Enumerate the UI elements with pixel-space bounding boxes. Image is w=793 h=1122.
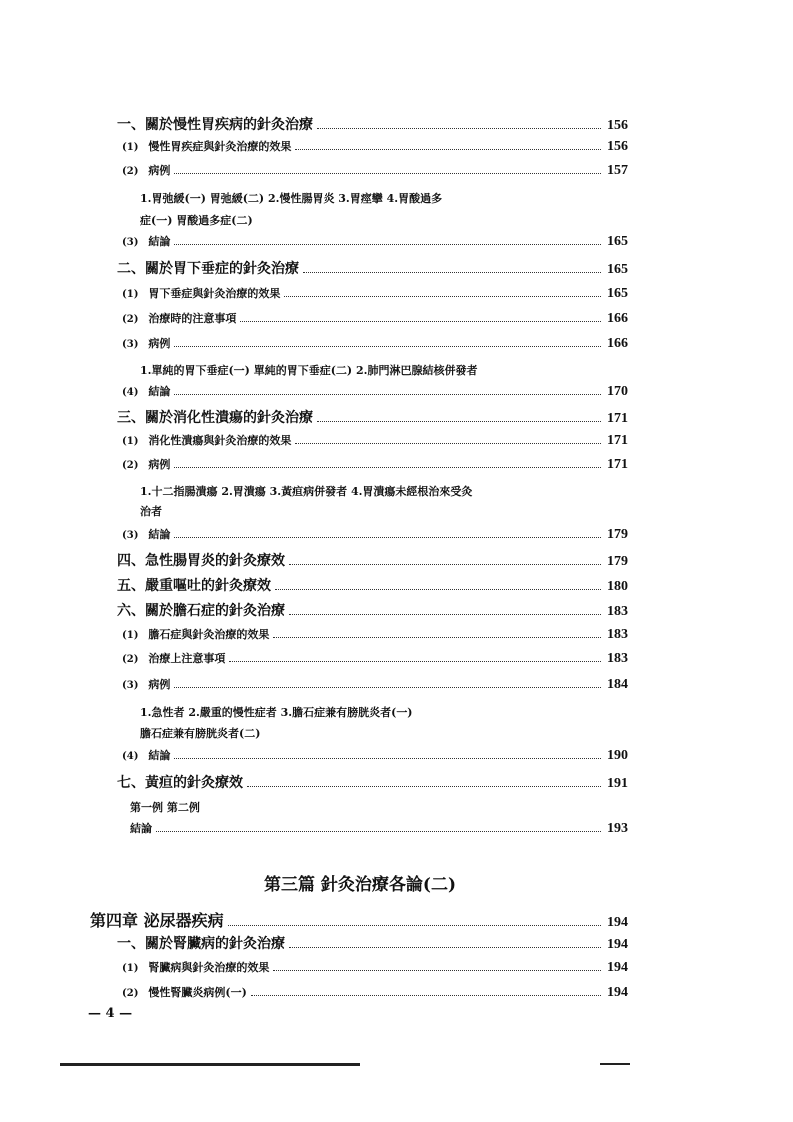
dot-leader (273, 637, 601, 638)
toc-entry[interactable] (122, 233, 628, 250)
entry-title: 膽石症與針灸治療的效果 (148, 628, 270, 641)
scan-artifact (60, 1063, 360, 1066)
dot-leader (174, 394, 601, 395)
dot-leader (295, 443, 601, 444)
entry-title: 治療時的注意事項 (148, 312, 237, 325)
entry-page: 180 (607, 579, 628, 594)
entry-title: 三、關於消化性潰瘍的針灸治療 (117, 410, 313, 426)
toc-entry[interactable] (122, 650, 628, 667)
toc-case-list: 1.十二指腸潰瘍 2.胃潰瘍 3.黃疸病併發者 4.胃潰瘍未經根治來受灸 (140, 485, 473, 498)
dot-leader (317, 421, 601, 422)
dot-leader (174, 346, 601, 347)
dot-leader (295, 149, 601, 150)
dot-leader (289, 564, 601, 565)
toc-entry[interactable] (122, 456, 628, 473)
entry-title: 病例 (148, 678, 171, 691)
entry-title: 一、關於腎臟病的針灸治療 (117, 936, 285, 952)
toc-entry[interactable] (117, 407, 628, 427)
dot-leader (156, 831, 601, 832)
toc-entry[interactable] (122, 676, 628, 693)
entry-number: (4) (122, 387, 139, 398)
entry-page: 194 (607, 985, 628, 1000)
entry-number: (3) (122, 680, 139, 691)
dot-leader (317, 128, 601, 129)
entry-title: 腎臟病與針灸治療的效果 (148, 961, 270, 974)
toc-entry[interactable] (122, 747, 628, 764)
entry-title: 六、關於膽石症的針灸治療 (117, 603, 285, 619)
entry-page: 156 (607, 139, 628, 154)
entry-page: 191 (607, 776, 628, 791)
entry-number: (2) (122, 988, 139, 999)
dot-leader (174, 687, 601, 688)
dot-leader (174, 537, 601, 538)
entry-page: 179 (607, 554, 628, 569)
entry-number: (3) (122, 237, 139, 248)
entry-page: 171 (607, 457, 628, 472)
entry-title: 結論 (148, 235, 171, 248)
entry-number: (1) (122, 963, 139, 974)
toc-entry[interactable] (117, 575, 628, 595)
dot-leader (284, 296, 601, 297)
dot-leader (174, 173, 601, 174)
toc-entry[interactable] (122, 335, 628, 352)
entry-page: 179 (607, 527, 628, 542)
entry-page: 171 (607, 433, 628, 448)
entry-number: (1) (122, 289, 139, 300)
dot-leader (174, 758, 601, 759)
dot-leader (247, 786, 601, 787)
entry-title: 治療上注意事項 (148, 652, 226, 665)
entry-page: 166 (607, 336, 628, 351)
entry-page: 170 (607, 384, 628, 399)
entry-page: 190 (607, 748, 628, 763)
dot-leader (289, 947, 601, 948)
entry-number: (2) (122, 314, 139, 325)
toc-entry[interactable] (122, 285, 628, 302)
toc-entry[interactable] (117, 550, 628, 570)
entry-page: 194 (607, 960, 628, 975)
entry-number: (4) (122, 751, 139, 762)
toc-case-list: 症(一) 胃酸過多症(二) (140, 214, 253, 227)
entry-title: 一、關於慢性胃疾病的針灸治療 (117, 117, 313, 133)
toc-entry[interactable] (117, 114, 628, 134)
entry-title: 慢性胃疾症與針灸治療的效果 (148, 140, 292, 153)
toc-entry[interactable] (117, 258, 628, 278)
toc-entry[interactable] (130, 820, 628, 837)
entry-number: (3) (122, 339, 139, 350)
entry-title: 第四章 泌尿器疾病 (90, 911, 224, 930)
entry-number: (2) (122, 654, 139, 665)
entry-page: 194 (607, 937, 628, 952)
entry-page: 165 (607, 234, 628, 249)
entry-number: (2) (122, 460, 139, 471)
page-number: — 4 — (88, 1006, 133, 1021)
entry-title: 結論 (148, 749, 171, 762)
entry-title: 消化性潰瘍與針灸治療的效果 (148, 434, 292, 447)
dot-leader (289, 614, 601, 615)
entry-page: 183 (607, 627, 628, 642)
entry-page: 183 (607, 604, 628, 619)
entry-number: (1) (122, 142, 139, 153)
toc-entry[interactable] (122, 138, 628, 155)
entry-number: (2) (122, 166, 139, 177)
entry-title: 結論 (148, 385, 171, 398)
toc-entry[interactable] (122, 310, 628, 327)
entry-page: 165 (607, 262, 628, 277)
entry-page: 157 (607, 163, 628, 178)
entry-title: 四、急性腸胃炎的針灸療效 (117, 553, 285, 569)
entry-title: 病例 (148, 337, 171, 350)
entry-title: 胃下垂症與針灸治療的效果 (148, 287, 281, 300)
toc-case-list: 1.急性者 2.嚴重的慢性症者 3.膽石症兼有膀胱炎者(一) (140, 706, 413, 719)
dot-leader (275, 589, 601, 590)
entry-title: 二、關於胃下垂症的針灸治療 (117, 261, 299, 277)
toc-entry[interactable] (122, 526, 628, 543)
entry-title: 五、嚴重嘔吐的針灸療效 (117, 578, 271, 594)
toc-case-list: 1.單純的胃下垂症(一) 單純的胃下垂症(二) 2.肺門淋巴腺結核併發者 (140, 364, 478, 377)
entry-number: (1) (122, 630, 139, 641)
entry-title: 結論 (130, 822, 152, 835)
entry-title: 病例 (148, 458, 171, 471)
toc-entry[interactable] (122, 383, 628, 400)
part-heading: 第三篇 針灸治療各論(二) (263, 875, 456, 895)
entry-page: 194 (607, 915, 628, 930)
toc-entry[interactable] (117, 933, 628, 953)
dot-leader (228, 925, 601, 926)
toc-case-list: 1.胃弛緩(一) 胃弛緩(二) 2.慢性腸胃炎 3.胃痙攣 4.胃酸過多 (140, 192, 443, 205)
toc-entry[interactable] (90, 908, 628, 931)
dot-leader (303, 272, 601, 273)
entry-page: 171 (607, 411, 628, 426)
scan-artifact (600, 1063, 630, 1065)
entry-number: (1) (122, 436, 139, 447)
entry-page: 156 (607, 118, 628, 133)
entry-title: 七、黃疸的針灸療效 (117, 775, 243, 791)
toc-entry[interactable] (122, 626, 628, 643)
toc-entry[interactable] (122, 984, 628, 1001)
toc-entry[interactable] (122, 959, 628, 976)
entry-page: 193 (607, 821, 628, 836)
dot-leader (273, 970, 601, 971)
toc-entry[interactable] (122, 162, 628, 179)
entry-title: 結論 (148, 528, 171, 541)
entry-page: 165 (607, 286, 628, 301)
toc-entry[interactable] (117, 600, 628, 620)
entry-title: 病例 (148, 164, 171, 177)
toc-entry[interactable] (122, 432, 628, 449)
entry-page: 184 (607, 677, 628, 692)
dot-leader (240, 321, 601, 322)
dot-leader (229, 661, 601, 662)
toc-entry[interactable] (117, 772, 628, 792)
dot-leader (174, 244, 601, 245)
dot-leader (251, 995, 601, 996)
toc-case-list: 膽石症兼有膀胱炎者(二) (140, 727, 261, 740)
toc-case-list: 治者 (140, 505, 162, 518)
entry-page: 166 (607, 311, 628, 326)
toc-case-list: 第一例 第二例 (130, 801, 200, 814)
entry-number: (3) (122, 530, 139, 541)
entry-page: 183 (607, 651, 628, 666)
dot-leader (174, 467, 601, 468)
entry-title: 慢性腎臟炎病例(一) (148, 986, 247, 999)
